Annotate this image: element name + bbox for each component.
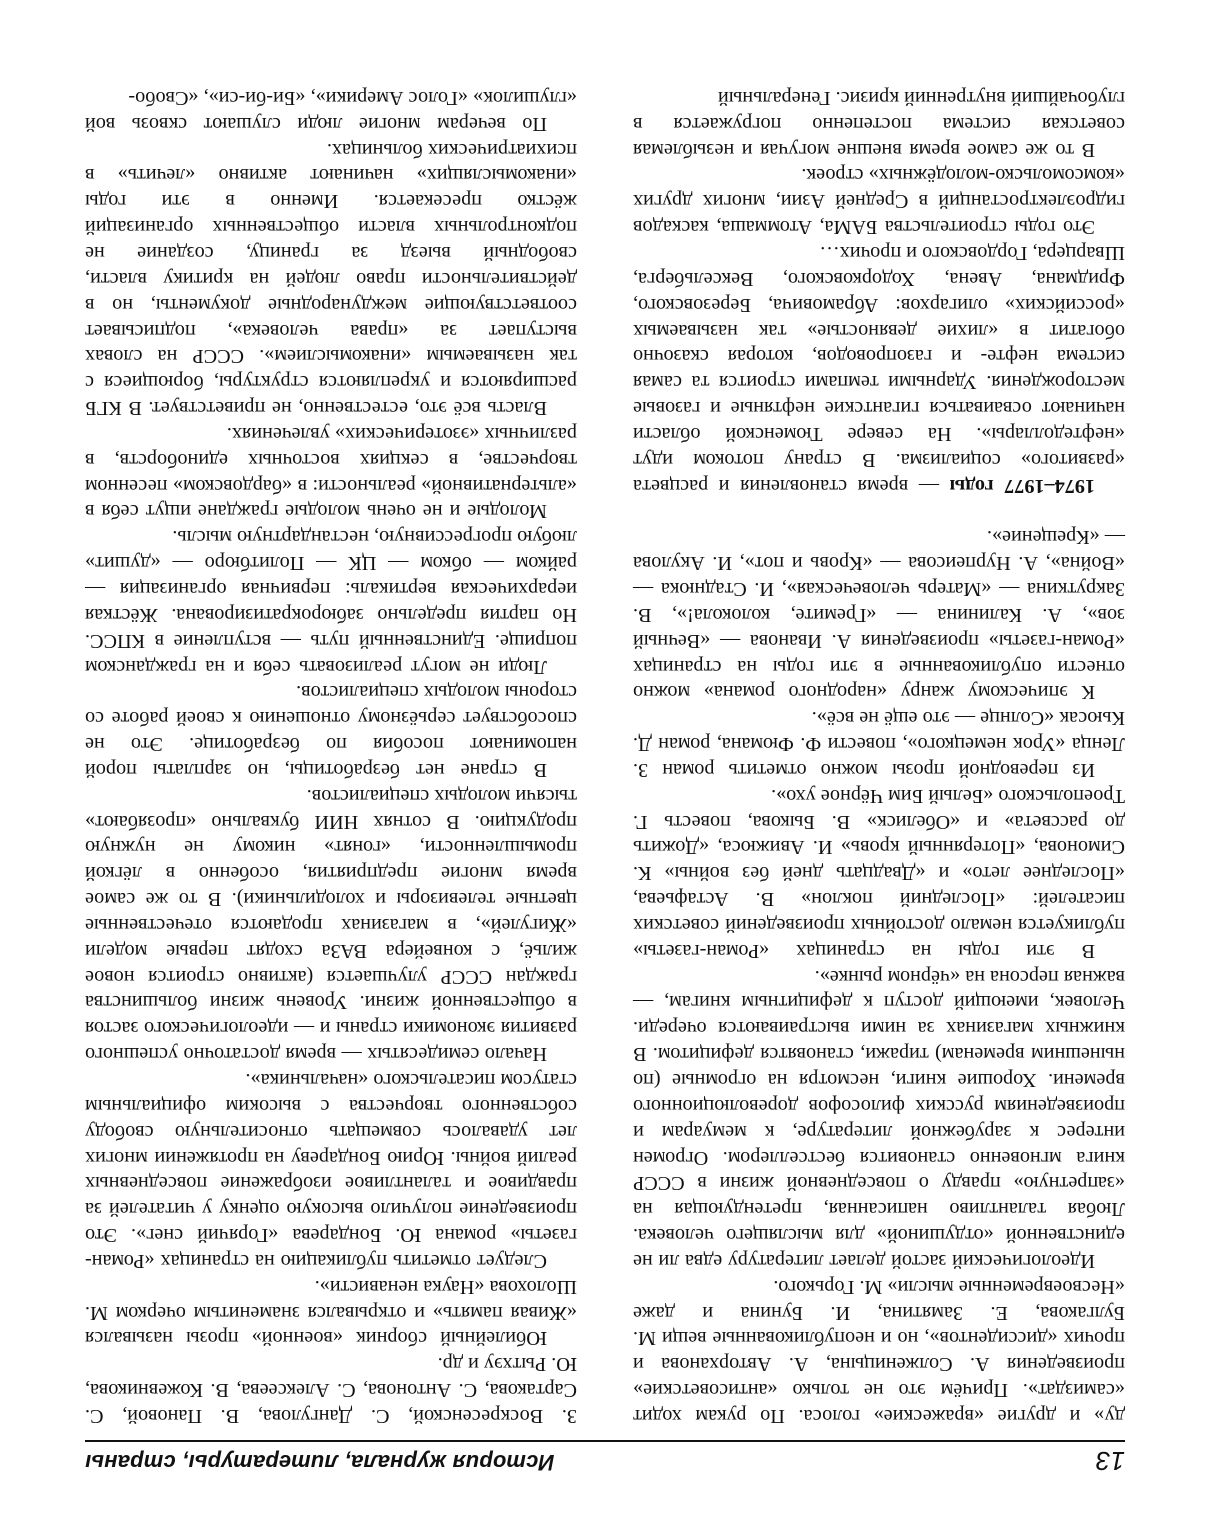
paragraph: Молодые и не очень молодые граждане ищут себя в «альтернативной» реальности: в «бардовском» песенном творчестве, в секциях восточных единоборств, в различных «эзотерических» увлечениях. (85, 422, 577, 523)
right-column (85, 84, 577, 1428)
paragraph-1974-1977 (633, 239, 1125, 497)
paragraph: ду» и другие «вражеские» голоса. По рукам ходит «самиздат». Причём это не только «антисоветские» произведения А. Солженицына, А. Авторханова и прочих «диссидентов», но и неопубликованные вещи М. Булгакова, Е. Замятина, И. Бунина и даже «Несвоевременные мысли» М. Горького. (633, 1275, 1125, 1427)
paragraph: В то же самое время внешне могучая и незыблемая советская система постепенно погружается в глубочайший внутренний кризис. Генеральный (633, 86, 1125, 161)
paragraph: В стране нет безработицы, но зарплаты порой напоминают пособия по безработице. Это не способствует серьёзному отношению к своей работе со стороны молодых специалистов. (85, 681, 577, 781)
paragraph: К эпическому жанру «народного романа» можно отнести опубликованные в эти годы на страницах «Роман-газеты» произведения А. Иванова — «Вечный зов», А. Калинина — «Гремите, колокола!», В. Закруткина — «Матерь человеческая», И. Стаднюка — «Война», А. Нурпеисова — «Кровь и пот», И. Акулова — «Крещение». (633, 526, 1125, 704)
running-title: История журнала, литературы, страны (85, 1450, 555, 1475)
paragraph: По вечерам многие люди слушают сквозь вой «глушилок» «Голос Америки», «Би-би-си», «Свобо- (85, 86, 577, 135)
left-column (633, 84, 1125, 1428)
header-rule (85, 1440, 1125, 1442)
paragraph: Власть всё это, естественно, не приветствует. В КГБ расширяются и укрепляются структуры, борющиеся с так называемым «инакомыслием». СССР на словах выступает за «права человека», подписывает соответствующие международные документы, но в действительности право людей на критику власти, свободный выезд за границу, создание не подконтрольных власти общественных организаций жёстко пресекается. Именно в эти годы «инакомыслящих» начинают активно «лечить» в психиатрических больницах. (85, 138, 577, 420)
paragraph: Идеологический застой делает литературу едва ли не единственной «отдушиной» для мыслящего человека. Любая талантливо написанная, претендующая на «запретную» правду о повседневной жизни в СССР книга мгновенно становится бестселлером. Огромен интерес к зарубежной литературе, к мемуарам и произведениям русских философов дореволюционного времени. Хорошие книги, несмотря на огромные (по нынешним временам) тиражи, становятся дефицитом. В книжных магазинах за ними выстраиваются очереди. Человек, имеющий доступ к дефицитным книгам, — важная персона на «чёрном рынке». (633, 965, 1125, 1272)
paragraph: Юбилейный сборник «военной» прозы назывался «Живая память» и открывался знаменитым очерком М. Шолохова «Наука ненависти». (85, 1275, 577, 1350)
paragraph-text: — время становления и расцвета «развитого» социализма. В страну потоком идут «нефтедоллары». На севере Тюменской области начинают осваиваться гигантские нефтяные и газовые месторождения. Ударными темпами строится та самая система нефте- и газопроводов, которая сказочно обогатит в «лихие девяностые» так называемых «российских» олигархов: Абрамовича, Березовского, Фридмана, Авена, Ходорковского, Вексельберга, Шварцера, Гордовского и прочих… (632, 242, 1125, 497)
paragraph: З. Воскресенской, С. Дангулова, В. Пановой, С. Сартакова, С. Антонова, С. Алексеева, В. Кожевникова, Ю. Рытхэу и др. (85, 1353, 577, 1427)
paragraph: Люди не могут реализовать себя и на гражданском поприще. Единственный путь — вступление в КПСС. Но партия предельно забюрократизирована. Жёсткая иерархическая вертикаль: первичная организация — райком — обком — ЦК — Политбюро — «душит» любую прогрессивную, нестандартную мысль. (85, 526, 577, 678)
page-number: 13 (1096, 1446, 1125, 1476)
paragraph: Следует отметить публикацию на страницах «Роман-газеты» романа Ю. Бондарева «Горячий снег». Это произведение получило высокую оценку у читателей за правдивое и талантливое изображение повседневных реалий войны. Юрию Бондареву на протяжении многих лет удавалось совмещать относительную свободу собственного творчества с высоким официальным статусом писательского «начальника». (85, 1069, 577, 1272)
paragraph: Начало семидесятых — время достаточно успешного развития экономики страны и — идеологического застоя в общественной жизни. Уровень жизни большинства граждан СССР улучшается (активно строится новое жильё, с конвейера ВАЗа сходят первые модели «Жигулей», в магазинах продаются отечественные цветные телевизоры и холодильники). В то же самое время многие предприятия, особенно в лёгкой промышленности, «гонят» никому не нужную продукцию. В сотнях НИИ буквально «прозябают» тысячи молодых специалистов. (85, 784, 577, 1066)
paragraph: В эти годы на страницах «Роман-газеты» публикуется немало достойных произведений советских писателей: «Последний поклон» В. Астафьева, «Последнее лето» и «Двадцать дней без войны» К. Симонова, «Потерянный кровь» И. Авижюса, «Дожить до рассвета» и «Обелиск» В. Быкова, повесть Г. Троепольского «Белый Бим Чёрное ухо». (633, 784, 1125, 962)
page-header (85, 1448, 1125, 1476)
paragraph: Это годы строительства БАМа, Атоммаша, каскадов гидроэлектростанций в Средней Азии, многих других «комсомольско-молодёжных» строек. (633, 164, 1125, 239)
paragraph: Из переводной прозы можно отметить роман З. Ленца «Урок немецкого», повести Ф. Фюмана, роман Д. Кьюсак «Солнце — это ещё не всё». (633, 707, 1125, 781)
period-heading: 1974–1977 годы (949, 474, 1095, 497)
